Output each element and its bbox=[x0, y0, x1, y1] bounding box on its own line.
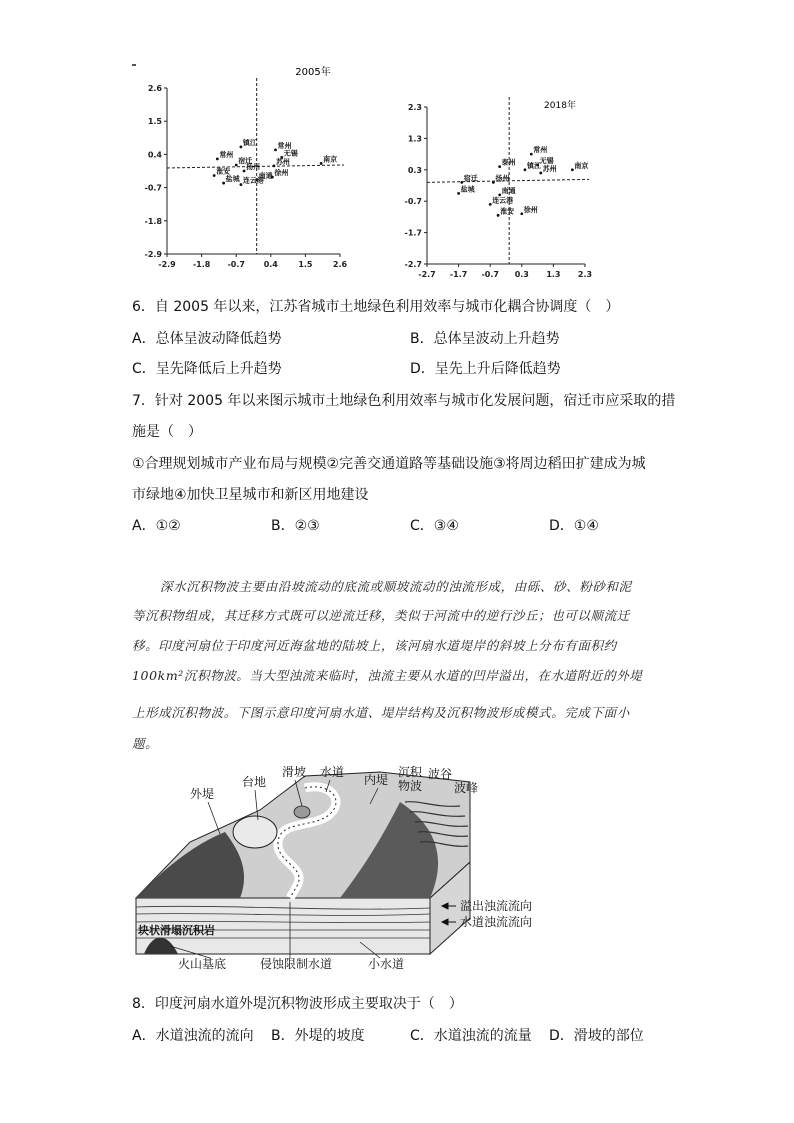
data-point bbox=[539, 172, 542, 175]
q6-option-b[interactable]: B．总体呈波动上升趋势 bbox=[410, 331, 560, 347]
label-overflow-direction: 溢出浊流流向 bbox=[460, 899, 533, 913]
terrace-shape bbox=[233, 816, 277, 848]
x-tick-label: 0.3 bbox=[514, 270, 529, 279]
point-label: 常州 bbox=[219, 150, 234, 159]
q8-stem: 8．印度河扇水道外堤沉积物波形成主要取决于（ ） bbox=[132, 996, 463, 1012]
q8-option-a[interactable]: A．水道浊流的流向 bbox=[132, 1028, 254, 1044]
point-label: 徐州 bbox=[274, 169, 289, 178]
data-point bbox=[460, 181, 463, 184]
x-tick-label: -2.7 bbox=[418, 270, 436, 279]
label-slump: 滑坡 bbox=[282, 765, 307, 779]
data-point bbox=[320, 162, 323, 165]
x-tick-label: -2.9 bbox=[158, 260, 176, 269]
submarine-fan-diagram bbox=[130, 762, 560, 984]
x-tick-label: 2.6 bbox=[332, 260, 348, 269]
point-label: 无锡 bbox=[283, 149, 298, 158]
point-label: 泰州 bbox=[501, 158, 516, 167]
point-label: 常州 bbox=[533, 146, 548, 155]
y-tick-label: -0.7 bbox=[404, 197, 422, 207]
label-terrace: 台地 bbox=[242, 775, 267, 789]
label-erosion-channel: 侵蚀限制水道 bbox=[260, 957, 333, 971]
q7-option-a[interactable]: A．①② bbox=[132, 518, 181, 534]
y-tick-label: 1.5 bbox=[147, 117, 162, 127]
point-label: 宿迁 bbox=[463, 174, 478, 183]
point-label: 南京 bbox=[574, 161, 589, 170]
q7-items-line1: ①合理规划城市产业布局与规模②完善交通道路等基础设施③将周边稻田扩建成为城 bbox=[132, 456, 646, 472]
y-tick-label: 0.3 bbox=[407, 165, 422, 175]
point-label: 盐城 bbox=[460, 185, 475, 194]
point-label: 镇江 bbox=[242, 138, 257, 147]
q7-option-b[interactable]: B．②③ bbox=[271, 518, 320, 534]
x-tick-label: 0.4 bbox=[263, 260, 278, 269]
point-label: 扬州 bbox=[495, 174, 510, 183]
x-tick-label: -0.7 bbox=[227, 260, 245, 269]
q7-option-d[interactable]: D．①④ bbox=[549, 518, 599, 534]
passage-line-2: 等沉积物组成，其迁移方式既可以逆流迁移，类似于河流中的逆行沙丘；也可以顺流迁 bbox=[132, 608, 630, 623]
point-label: 盐城 bbox=[225, 175, 240, 184]
data-point bbox=[273, 164, 276, 167]
q6-option-d[interactable]: D．呈先上升后降低趋势 bbox=[410, 361, 561, 377]
q7-items-line2: 市绿地④加快卫星城市和新区用地建设 bbox=[132, 487, 369, 503]
data-point bbox=[520, 212, 523, 215]
data-point bbox=[498, 165, 501, 168]
q8-option-d[interactable]: D．滑坡的部位 bbox=[549, 1028, 644, 1044]
label-channel: 水道 bbox=[320, 765, 345, 779]
point-label: 苏州 bbox=[542, 164, 557, 173]
data-point bbox=[235, 164, 238, 167]
label-inner-levee: 内堤 bbox=[364, 773, 389, 787]
q7-stem-line1: 7．针对 2005 年以来图示城市土地绿色利用效率与城市化发展问题，宿迁市应采取的措 bbox=[132, 393, 676, 409]
y-tick-label: -1.8 bbox=[144, 216, 162, 226]
point-label: 扬州 bbox=[246, 163, 261, 171]
point-label: 苏州 bbox=[275, 157, 290, 166]
label-mass-transport: 块状滑塌沉积岩 bbox=[138, 924, 215, 937]
data-point bbox=[222, 182, 225, 185]
point-label: 无锡 bbox=[539, 157, 554, 166]
point-label: 连云港 bbox=[492, 196, 514, 205]
y-tick-label: 1.3 bbox=[407, 134, 422, 144]
data-point bbox=[524, 168, 527, 171]
y-tick-label: 0.4 bbox=[147, 150, 162, 160]
x-tick-label: 1.3 bbox=[546, 270, 561, 279]
passage-line-5: 上形成沉积物波。下图示意印度河扇水道、堤岸结构及沉积物波形成模式。完成下面小 bbox=[132, 705, 630, 720]
label-small-channel: 小水道 bbox=[368, 957, 405, 971]
point-label: 徐州 bbox=[523, 205, 538, 214]
q6-stem: 6．自 2005 年以来，江苏省城市土地绿色利用效率与城市化耦合协调度（ ） bbox=[132, 299, 620, 315]
y-tick-label: -0.7 bbox=[144, 183, 162, 193]
point-label: 宿迁 bbox=[238, 156, 253, 165]
slump-shape bbox=[294, 806, 310, 818]
chart-2018-plot bbox=[405, 97, 593, 279]
data-point bbox=[243, 170, 246, 173]
q6-option-c[interactable]: C．呈先降低后上升趋势 bbox=[132, 361, 282, 377]
x-tick-label: -1.7 bbox=[449, 270, 468, 279]
q7-stem-line2: 施是（ ） bbox=[132, 424, 202, 440]
data-point bbox=[497, 214, 500, 217]
label-sediment-wave-2: 物波 bbox=[398, 779, 423, 793]
q8-option-c[interactable]: C．水道浊流的流量 bbox=[410, 1028, 532, 1044]
point-label: 淮安 bbox=[216, 167, 231, 176]
x-tick-label: 1.5 bbox=[298, 260, 313, 269]
data-point bbox=[571, 168, 574, 171]
passage-line-4: 100km²沉积物波。当大型浊流来临时，浊流主要从水道的凹岸溢出，在水道附近的外堤 bbox=[132, 668, 643, 683]
point-label: 连云港 bbox=[242, 176, 264, 185]
data-point bbox=[530, 153, 533, 156]
label-volcanic-base: 火山基底 bbox=[178, 957, 227, 971]
y-tick-label: -2.9 bbox=[144, 250, 162, 259]
q8-option-b[interactable]: B．外堤的坡度 bbox=[271, 1028, 365, 1044]
passage-line-3: 移。印度河扇位于印度河近海盆地的陆坡上，该河扇水道堤岸的斜坡上分布有面积约 bbox=[132, 638, 617, 653]
x-tick-label: -0.7 bbox=[481, 270, 499, 279]
passage-line-1: 深水沉积物波主要由沿坡流动的底流或顺坡流动的浊流形成，由砾、砂、粉砂和泥 bbox=[160, 579, 632, 594]
y-tick-label: 2.3 bbox=[407, 103, 422, 112]
data-point bbox=[240, 183, 243, 186]
passage-line-6: 题。 bbox=[132, 736, 159, 751]
point-label: 南通 bbox=[258, 172, 273, 181]
q7-option-c[interactable]: C．③④ bbox=[410, 518, 459, 534]
data-point bbox=[457, 192, 460, 195]
y-tick-label: -1.7 bbox=[404, 228, 422, 238]
data-point bbox=[240, 145, 243, 148]
label-outer-levee: 外堤 bbox=[190, 787, 215, 801]
data-point bbox=[492, 181, 495, 184]
label-trough: 波谷 bbox=[428, 767, 453, 781]
y-tick-label: -2.7 bbox=[404, 260, 422, 269]
label-channel-direction: 水道浊流流向 bbox=[460, 915, 533, 929]
q6-option-a[interactable]: A．总体呈波动降低趋势 bbox=[132, 331, 282, 347]
label-crest: 波峰 bbox=[454, 781, 479, 795]
x-tick-label: 2.3 bbox=[577, 270, 593, 279]
point-label: 淮安 bbox=[500, 207, 515, 216]
chart-title-2018: 2018年 bbox=[544, 101, 576, 111]
point-label: 常州 bbox=[277, 141, 292, 150]
data-point bbox=[216, 158, 219, 161]
scatter-chart-2005 bbox=[135, 60, 360, 275]
point-label: 南京 bbox=[323, 155, 338, 164]
point-label: 镇江 bbox=[526, 161, 541, 170]
y-tick-label: 2.6 bbox=[147, 84, 162, 93]
chart-title-2005: 2005年 bbox=[295, 67, 331, 78]
chart-2005-plot bbox=[145, 78, 348, 269]
data-point bbox=[274, 148, 277, 151]
point-label: 南通 bbox=[501, 186, 516, 195]
data-point bbox=[489, 203, 492, 206]
scatter-chart-2018 bbox=[395, 92, 605, 282]
label-sediment-wave-1: 沉积 bbox=[398, 765, 423, 779]
data-point bbox=[213, 174, 216, 177]
x-tick-label: -1.8 bbox=[192, 260, 211, 269]
